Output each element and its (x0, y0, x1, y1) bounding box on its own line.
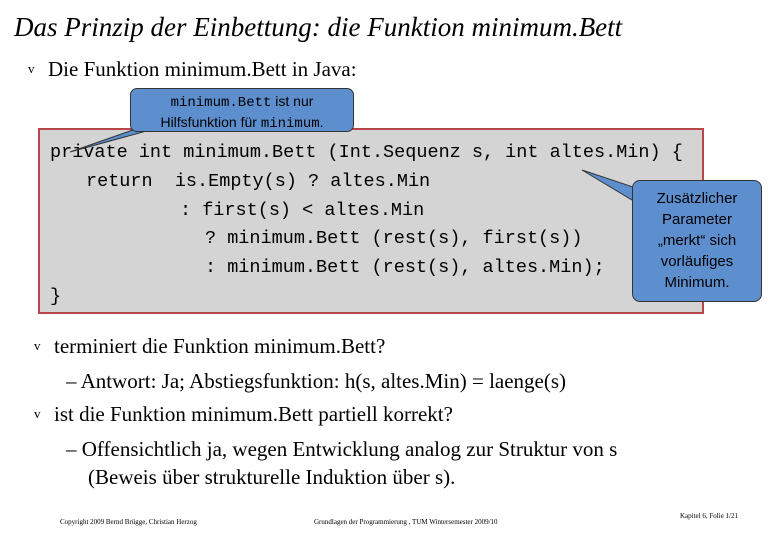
bullet-intro-text: Die Funktion minimum.Bett in Java: (48, 57, 357, 81)
helper-callout-line1 (131, 92, 353, 113)
helper-callout (130, 88, 354, 132)
helper-callout-suffix: . (319, 114, 324, 130)
param-callout-line1: Zusätzlicher (656, 190, 738, 207)
footer-course: Grundlagen der Programmierung , TUM Wintersemester 2009/10 (314, 518, 498, 526)
answer-correct-line1: – Offensichtlich ja, wegen Entwicklung analog zur Struktur von s (66, 437, 618, 461)
answer-correct-line2: (Beweis über strukturelle Induktion über s). (88, 465, 456, 489)
footer-page: Kapitel 6, Folie 1/21 (680, 512, 738, 520)
footer-copyright: Copyright 2009 Bernd Brügge, Christian Herzog (60, 518, 197, 526)
helper-callout-text: ist nur (271, 93, 314, 109)
code-line-1: private int minimum.Bett (Int.Sequenz s, int altes.Min) { (50, 142, 683, 163)
bullet-diamond-icon: v (28, 61, 35, 76)
param-callout-line3: „merkt“ sich (657, 232, 737, 249)
code-line-2: return is.Empty(s) ? altes.Min (86, 171, 431, 192)
helper-callout-prefix: Hilfsfunktion für (160, 114, 261, 130)
bullet-terminates-text: terminiert die Funktion minimum.Bett? (54, 334, 386, 358)
code-line-3: : first(s) < altes.Min (180, 200, 425, 221)
param-callout (632, 180, 762, 302)
bullet-diamond-icon: v (34, 338, 41, 353)
bullet-correct (34, 402, 453, 427)
param-callout-line5: Minimum. (664, 274, 730, 291)
code-line-5: : minimum.Bett (rest(s), altes.Min); (205, 257, 605, 278)
helper-callout-code: minimum.Bett (170, 95, 272, 111)
bullet-diamond-icon: v (34, 406, 41, 421)
helper-callout-line2 (131, 113, 353, 134)
param-callout-line4: vorläufiges (660, 253, 734, 270)
bullet-terminates (34, 334, 385, 359)
code-line-6: } (50, 286, 62, 307)
bullet-correct-text: ist die Funktion minimum.Bett partiell korrekt? (54, 402, 453, 426)
code-line-4: ? minimum.Bett (rest(s), first(s)) (205, 228, 583, 249)
param-callout-line2: Parameter (661, 211, 733, 228)
slide-title: Das Prinzip der Einbettung: die Funktion minimum.Bett (14, 12, 623, 42)
helper-callout-code2: minimum (260, 116, 320, 132)
answer-terminates: – Antwort: Ja; Abstiegsfunktion: h(s, altes.Min) = laenge(s) (66, 369, 567, 393)
